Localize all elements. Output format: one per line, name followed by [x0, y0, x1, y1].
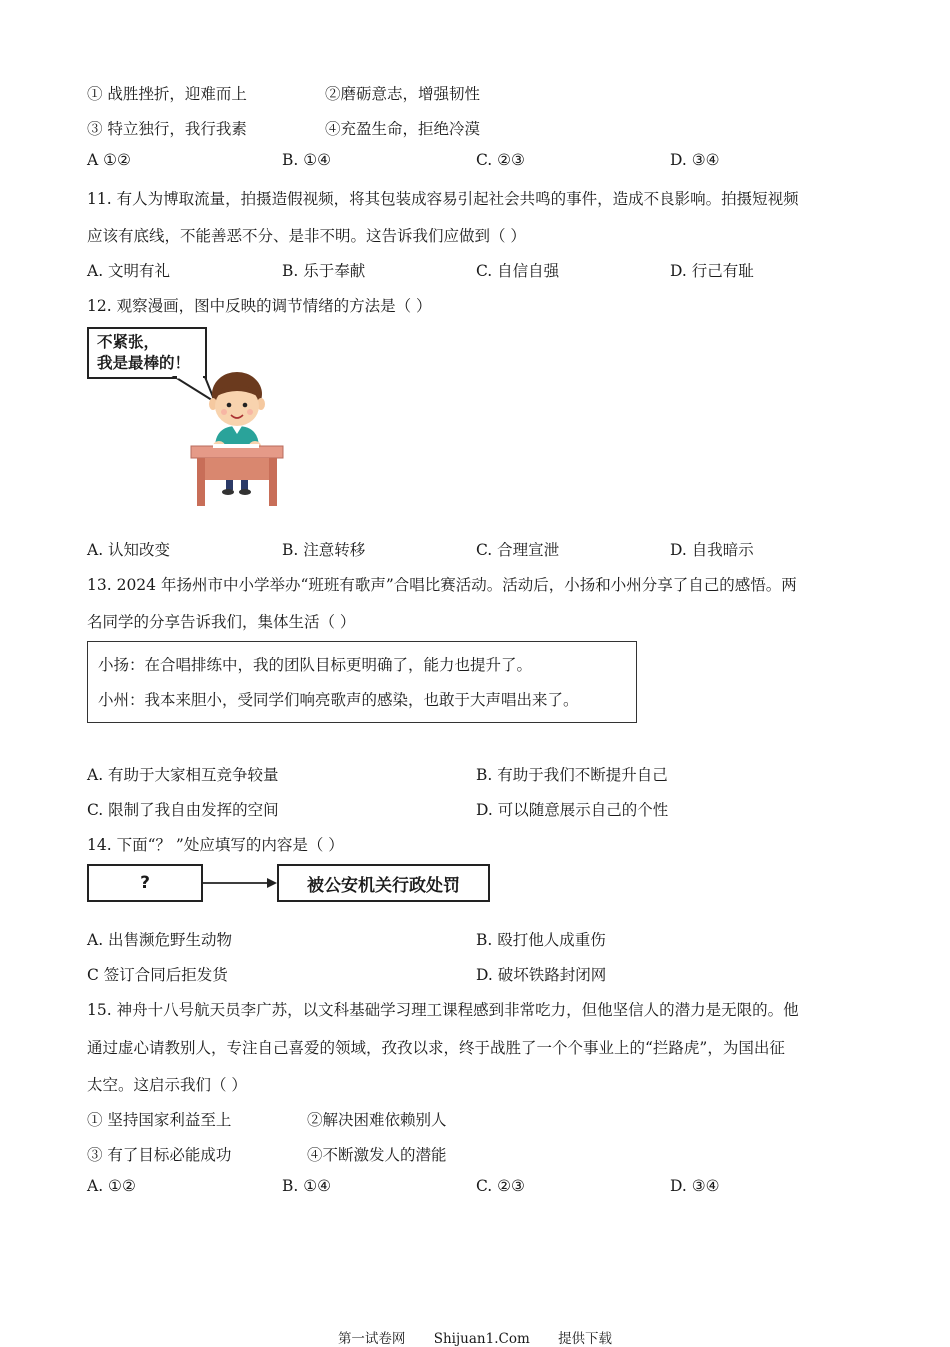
- statement-1: ① 坚持国家利益至上: [87, 1111, 232, 1129]
- option-b[interactable]: B. ①④: [282, 1177, 332, 1195]
- option-b[interactable]: B. 乐于奉献: [282, 262, 366, 280]
- page-footer: [0, 1327, 950, 1347]
- quote-box: [87, 641, 637, 723]
- flow-box-penalty: 被公安机关行政处罚: [277, 864, 490, 902]
- option-b[interactable]: B. ①④: [282, 151, 332, 169]
- question-13-stem: 13. 2024 年扬州市中小学举办“班班有歌声”合唱比赛活动。活动后，小扬和小州分享了自己的感悟。两: [87, 576, 797, 594]
- statement-2: ②解决困难依赖别人: [307, 1111, 447, 1129]
- cartoon-illustration: [87, 326, 297, 516]
- option-b[interactable]: B. 殴打他人成重伤: [476, 931, 606, 949]
- footer-tail: 提供下载: [558, 1331, 613, 1347]
- statement-4: ④不断激发人的潜能: [307, 1146, 447, 1164]
- statement-3: ③ 特立独行，我行我素: [87, 120, 247, 138]
- question-11-stem: 11. 有人为博取流量，拍摄造假视频，将其包装成容易引起社会共鸣的事件，造成不良影响。拍摄短视频: [87, 190, 799, 208]
- option-c[interactable]: C. ②③: [476, 1177, 525, 1195]
- question-15-stem: 15. 神舟十八号航天员李广苏，以文科基础学习理工课程感到非常吃力，但他坚信人的潜力是无限的。他: [87, 1001, 799, 1019]
- footer-site-name: 第一试卷网: [337, 1331, 406, 1347]
- bubble-line-1: 不紧张，: [97, 333, 160, 351]
- statement-3: ③ 有了目标必能成功: [87, 1146, 232, 1164]
- question-13-stem-cont: 名同学的分享告诉我们，集体生活（ ）: [87, 613, 356, 631]
- footer-url[interactable]: Shijuan1.Com: [433, 1331, 530, 1347]
- option-c[interactable]: C. ②③: [476, 151, 525, 169]
- option-d[interactable]: D. 行己有耻: [670, 262, 754, 280]
- option-c[interactable]: C 签订合同后拒发货: [87, 966, 228, 984]
- option-c[interactable]: C. 自信自强: [476, 262, 560, 280]
- quote-xiaozhou: 小州：我本来胆小，受同学们响亮歌声的感染，也敢于大声唱出来了。: [98, 691, 579, 709]
- option-b[interactable]: B. 注意转移: [282, 541, 366, 559]
- arrow-icon: [203, 874, 278, 892]
- option-d[interactable]: D. 自我暗示: [670, 541, 754, 559]
- option-d[interactable]: D. ③④: [670, 1177, 720, 1195]
- quote-xiaoyang: 小扬：在合唱排练中，我的团队目标更明确了，能力也提升了。: [98, 656, 533, 674]
- question-15-stem-cont: 通过虚心请教别人，专注自己喜爱的领域，孜孜以求，终于战胜了一个个事业上的“拦路虎”，为国出征: [87, 1039, 785, 1057]
- option-d[interactable]: D. ③④: [670, 151, 720, 169]
- option-a[interactable]: A ①②: [87, 151, 131, 169]
- option-a[interactable]: A. 文明有礼: [87, 262, 171, 280]
- flow-box-unknown: ?: [87, 864, 203, 902]
- option-b[interactable]: B. 有助于我们不断提升自己: [476, 766, 668, 784]
- option-c[interactable]: C. 限制了我自由发挥的空间: [87, 801, 279, 819]
- option-a[interactable]: A. 有助于大家相互竞争较量: [87, 766, 279, 784]
- option-a[interactable]: A. 出售濒危野生动物: [87, 931, 233, 949]
- option-d[interactable]: D. 可以随意展示自己的个性: [476, 801, 669, 819]
- question-12-stem: 12. 观察漫画，图中反映的调节情绪的方法是（ ）: [87, 297, 432, 315]
- statement-4: ④充盈生命，拒绝冷漠: [325, 120, 481, 138]
- option-a[interactable]: A. ①②: [87, 1177, 136, 1195]
- option-c[interactable]: C. 合理宣泄: [476, 541, 560, 559]
- question-15-stem-end: 太空。这启示我们（ ）: [87, 1076, 247, 1094]
- option-a[interactable]: A. 认知改变: [87, 541, 171, 559]
- question-11-stem-cont: 应该有底线，不能善恶不分、是非不明。这告诉我们应做到（ ）: [87, 227, 526, 245]
- bubble-line-2: 我是最棒的！: [97, 354, 191, 372]
- question-14-stem: 14. 下面“？ ”处应填写的内容是（ ）: [87, 836, 344, 854]
- statement-2: ②磨砺意志，增强韧性: [325, 85, 481, 103]
- option-d[interactable]: D. 破坏铁路封闭网: [476, 966, 607, 984]
- speech-bubble-text: [97, 332, 190, 374]
- statement-1: ① 战胜挫折，迎难而上: [87, 85, 247, 103]
